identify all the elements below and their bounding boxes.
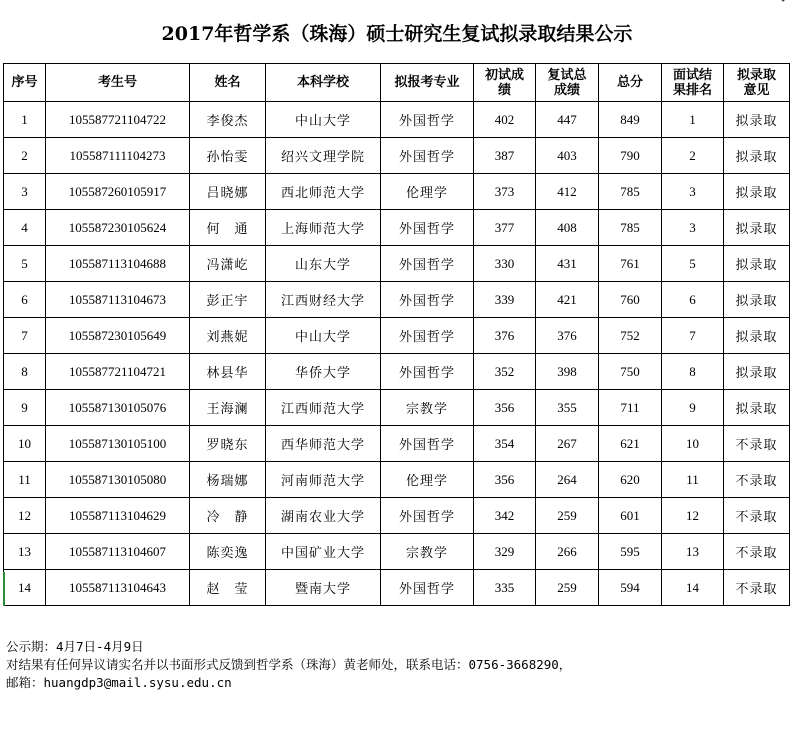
table-row bbox=[4, 426, 790, 462]
cell-major: 外国哲学 bbox=[381, 570, 474, 606]
cell-major: 外国哲学 bbox=[381, 498, 474, 534]
cell-name: 孙怡雯 bbox=[190, 138, 266, 174]
footer-email: 邮箱：huangdp3@mail.sysu.edu.cn bbox=[6, 675, 232, 690]
cell-opinion: 拟录取 bbox=[724, 174, 790, 210]
cell-name: 彭正宇 bbox=[190, 282, 266, 318]
cell-seq: 7 bbox=[4, 318, 46, 354]
cell-major: 外国哲学 bbox=[381, 102, 474, 138]
cell-school: 湖南农业大学 bbox=[266, 498, 381, 534]
header-retest-line2: 成绩 bbox=[553, 82, 580, 98]
cell-total: 790 bbox=[599, 138, 662, 174]
cell-rank: 8 bbox=[662, 354, 724, 390]
cell-prelim: 377 bbox=[474, 210, 536, 246]
cell-name: 冷 静 bbox=[190, 498, 266, 534]
cell-prelim: 339 bbox=[474, 282, 536, 318]
table-row bbox=[4, 174, 790, 210]
table-row bbox=[4, 498, 790, 534]
results-table bbox=[3, 63, 790, 606]
cell-retest: 408 bbox=[536, 210, 599, 246]
cell-major: 外国哲学 bbox=[381, 318, 474, 354]
header-rank-line2: 果排名 bbox=[672, 82, 712, 98]
row-selection-indicator bbox=[3, 572, 5, 606]
cell-opinion: 拟录取 bbox=[724, 318, 790, 354]
cell-retest: 355 bbox=[536, 390, 599, 426]
header-rank-line1: 面试结 bbox=[672, 67, 712, 83]
table-row bbox=[4, 210, 790, 246]
cell-seq: 6 bbox=[4, 282, 46, 318]
cell-school: 绍兴文理学院 bbox=[266, 138, 381, 174]
cell-prelim: 373 bbox=[474, 174, 536, 210]
cell-prelim: 402 bbox=[474, 102, 536, 138]
cell-prelim: 352 bbox=[474, 354, 536, 390]
cell-prelim: 342 bbox=[474, 498, 536, 534]
header-exam-no: 考生号 bbox=[46, 64, 190, 102]
header-retest-line1: 复试总 bbox=[547, 67, 587, 83]
cell-school: 中山大学 bbox=[266, 318, 381, 354]
table-row bbox=[4, 570, 790, 606]
cell-school: 西北师范大学 bbox=[266, 174, 381, 210]
cell-name: 冯潇屹 bbox=[190, 246, 266, 282]
table-row bbox=[4, 354, 790, 390]
footer-period: 公示期：4月7日-4月9日 bbox=[6, 639, 144, 654]
cell-total: 849 bbox=[599, 102, 662, 138]
cell-total: 601 bbox=[599, 498, 662, 534]
cell-opinion: 不录取 bbox=[724, 534, 790, 570]
cell-prelim: 354 bbox=[474, 426, 536, 462]
cell-rank: 10 bbox=[662, 426, 724, 462]
cell-school: 暨南大学 bbox=[266, 570, 381, 606]
cell-seq: 4 bbox=[4, 210, 46, 246]
cell-rank: 13 bbox=[662, 534, 724, 570]
cell-prelim: 329 bbox=[474, 534, 536, 570]
header-prelim-line1: 初试成 bbox=[484, 67, 524, 83]
cell-major: 外国哲学 bbox=[381, 210, 474, 246]
cell-opinion: 拟录取 bbox=[724, 390, 790, 426]
cell-name: 杨瑞娜 bbox=[190, 462, 266, 498]
cell-rank: 5 bbox=[662, 246, 724, 282]
cell-seq: 12 bbox=[4, 498, 46, 534]
header-school: 本科学校 bbox=[266, 64, 381, 102]
cell-school: 中国矿业大学 bbox=[266, 534, 381, 570]
cell-total: 621 bbox=[599, 426, 662, 462]
header-seq: 序号 bbox=[4, 64, 46, 102]
cell-retest: 412 bbox=[536, 174, 599, 210]
corner-mark: • bbox=[780, 0, 786, 7]
cell-retest: 376 bbox=[536, 318, 599, 354]
cell-total: 711 bbox=[599, 390, 662, 426]
cell-name: 林县华 bbox=[190, 354, 266, 390]
cell-seq: 11 bbox=[4, 462, 46, 498]
cell-rank: 11 bbox=[662, 462, 724, 498]
header-name: 姓名 bbox=[190, 64, 266, 102]
cell-rank: 1 bbox=[662, 102, 724, 138]
cell-name: 李俊杰 bbox=[190, 102, 266, 138]
cell-total: 594 bbox=[599, 570, 662, 606]
cell-total: 785 bbox=[599, 210, 662, 246]
cell-exam-no: 105587230105624 bbox=[46, 210, 190, 246]
cell-name: 罗晓东 bbox=[190, 426, 266, 462]
table-row bbox=[4, 246, 790, 282]
cell-school: 山东大学 bbox=[266, 246, 381, 282]
cell-retest: 447 bbox=[536, 102, 599, 138]
cell-rank: 14 bbox=[662, 570, 724, 606]
page-title: 2017年哲学系（珠海）硕士研究生复试拟录取结果公示 bbox=[161, 23, 633, 45]
cell-major: 外国哲学 bbox=[381, 354, 474, 390]
cell-rank: 2 bbox=[662, 138, 724, 174]
cell-retest: 421 bbox=[536, 282, 599, 318]
cell-seq: 14 bbox=[4, 570, 46, 606]
cell-seq: 1 bbox=[4, 102, 46, 138]
table-row bbox=[4, 102, 790, 138]
cell-exam-no: 105587113104673 bbox=[46, 282, 190, 318]
cell-school: 上海师范大学 bbox=[266, 210, 381, 246]
header-total: 总分 bbox=[599, 64, 662, 102]
cell-rank: 7 bbox=[662, 318, 724, 354]
cell-name: 何 通 bbox=[190, 210, 266, 246]
cell-retest: 264 bbox=[536, 462, 599, 498]
cell-opinion: 拟录取 bbox=[724, 138, 790, 174]
cell-total: 785 bbox=[599, 174, 662, 210]
cell-total: 760 bbox=[599, 282, 662, 318]
cell-major: 外国哲学 bbox=[381, 426, 474, 462]
cell-exam-no: 105587113104629 bbox=[46, 498, 190, 534]
cell-rank: 3 bbox=[662, 210, 724, 246]
cell-exam-no: 105587113104643 bbox=[46, 570, 190, 606]
cell-total: 595 bbox=[599, 534, 662, 570]
table-row bbox=[4, 318, 790, 354]
table-row bbox=[4, 138, 790, 174]
cell-school: 江西财经大学 bbox=[266, 282, 381, 318]
table-row bbox=[4, 534, 790, 570]
cell-exam-no: 105587260105917 bbox=[46, 174, 190, 210]
cell-prelim: 376 bbox=[474, 318, 536, 354]
cell-seq: 8 bbox=[4, 354, 46, 390]
header-rank bbox=[662, 64, 724, 102]
cell-prelim: 330 bbox=[474, 246, 536, 282]
cell-opinion: 不录取 bbox=[724, 462, 790, 498]
cell-opinion: 拟录取 bbox=[724, 354, 790, 390]
cell-seq: 9 bbox=[4, 390, 46, 426]
cell-exam-no: 105587130105100 bbox=[46, 426, 190, 462]
cell-exam-no: 105587130105080 bbox=[46, 462, 190, 498]
cell-school: 中山大学 bbox=[266, 102, 381, 138]
cell-exam-no: 105587130105076 bbox=[46, 390, 190, 426]
cell-school: 华侨大学 bbox=[266, 354, 381, 390]
cell-opinion: 不录取 bbox=[724, 426, 790, 462]
cell-opinion: 不录取 bbox=[724, 498, 790, 534]
cell-major: 外国哲学 bbox=[381, 282, 474, 318]
table-row bbox=[4, 390, 790, 426]
cell-total: 752 bbox=[599, 318, 662, 354]
cell-retest: 259 bbox=[536, 498, 599, 534]
cell-school: 河南师范大学 bbox=[266, 462, 381, 498]
header-prelim bbox=[474, 64, 536, 102]
cell-name: 吕晓娜 bbox=[190, 174, 266, 210]
cell-school: 西华师范大学 bbox=[266, 426, 381, 462]
header-opinion-line2: 意见 bbox=[743, 82, 770, 98]
cell-exam-no: 105587113104688 bbox=[46, 246, 190, 282]
cell-seq: 10 bbox=[4, 426, 46, 462]
header-opinion bbox=[724, 64, 790, 102]
cell-rank: 6 bbox=[662, 282, 724, 318]
cell-opinion: 拟录取 bbox=[724, 246, 790, 282]
header-prelim-line2: 绩 bbox=[497, 82, 511, 98]
cell-opinion: 拟录取 bbox=[724, 102, 790, 138]
cell-major: 宗教学 bbox=[381, 390, 474, 426]
cell-school: 江西师范大学 bbox=[266, 390, 381, 426]
cell-exam-no: 105587113104607 bbox=[46, 534, 190, 570]
cell-name: 赵 莹 bbox=[190, 570, 266, 606]
cell-prelim: 356 bbox=[474, 462, 536, 498]
cell-name: 刘燕妮 bbox=[190, 318, 266, 354]
cell-seq: 5 bbox=[4, 246, 46, 282]
header-major: 拟报考专业 bbox=[381, 64, 474, 102]
cell-exam-no: 105587721104721 bbox=[46, 354, 190, 390]
cell-prelim: 387 bbox=[474, 138, 536, 174]
table-row bbox=[4, 282, 790, 318]
cell-prelim: 335 bbox=[474, 570, 536, 606]
cell-retest: 267 bbox=[536, 426, 599, 462]
cell-rank: 3 bbox=[662, 174, 724, 210]
cell-total: 620 bbox=[599, 462, 662, 498]
cell-retest: 403 bbox=[536, 138, 599, 174]
cell-name: 王海澜 bbox=[190, 390, 266, 426]
cell-exam-no: 105587230105649 bbox=[46, 318, 190, 354]
cell-major: 伦理学 bbox=[381, 462, 474, 498]
cell-retest: 259 bbox=[536, 570, 599, 606]
footer-notes bbox=[6, 638, 571, 692]
cell-name: 陈奕逸 bbox=[190, 534, 266, 570]
cell-retest: 398 bbox=[536, 354, 599, 390]
cell-retest: 431 bbox=[536, 246, 599, 282]
cell-opinion: 拟录取 bbox=[724, 210, 790, 246]
cell-opinion: 不录取 bbox=[724, 570, 790, 606]
cell-seq: 2 bbox=[4, 138, 46, 174]
cell-retest: 266 bbox=[536, 534, 599, 570]
cell-exam-no: 105587111104273 bbox=[46, 138, 190, 174]
cell-seq: 13 bbox=[4, 534, 46, 570]
cell-major: 宗教学 bbox=[381, 534, 474, 570]
cell-opinion: 拟录取 bbox=[724, 282, 790, 318]
cell-rank: 12 bbox=[662, 498, 724, 534]
header-row bbox=[4, 64, 790, 102]
cell-major: 外国哲学 bbox=[381, 138, 474, 174]
header-opinion-line1: 拟录取 bbox=[736, 67, 776, 83]
cell-total: 750 bbox=[599, 354, 662, 390]
cell-prelim: 356 bbox=[474, 390, 536, 426]
table-row bbox=[4, 462, 790, 498]
cell-total: 761 bbox=[599, 246, 662, 282]
cell-major: 外国哲学 bbox=[381, 246, 474, 282]
cell-rank: 9 bbox=[662, 390, 724, 426]
footer-contact: 对结果有任何异议请实名并以书面形式反馈到哲学系（珠海）黄老师处，联系电话：0756-3668290， bbox=[6, 657, 572, 672]
cell-seq: 3 bbox=[4, 174, 46, 210]
cell-exam-no: 105587721104722 bbox=[46, 102, 190, 138]
cell-major: 伦理学 bbox=[381, 174, 474, 210]
header-retest bbox=[536, 64, 599, 102]
